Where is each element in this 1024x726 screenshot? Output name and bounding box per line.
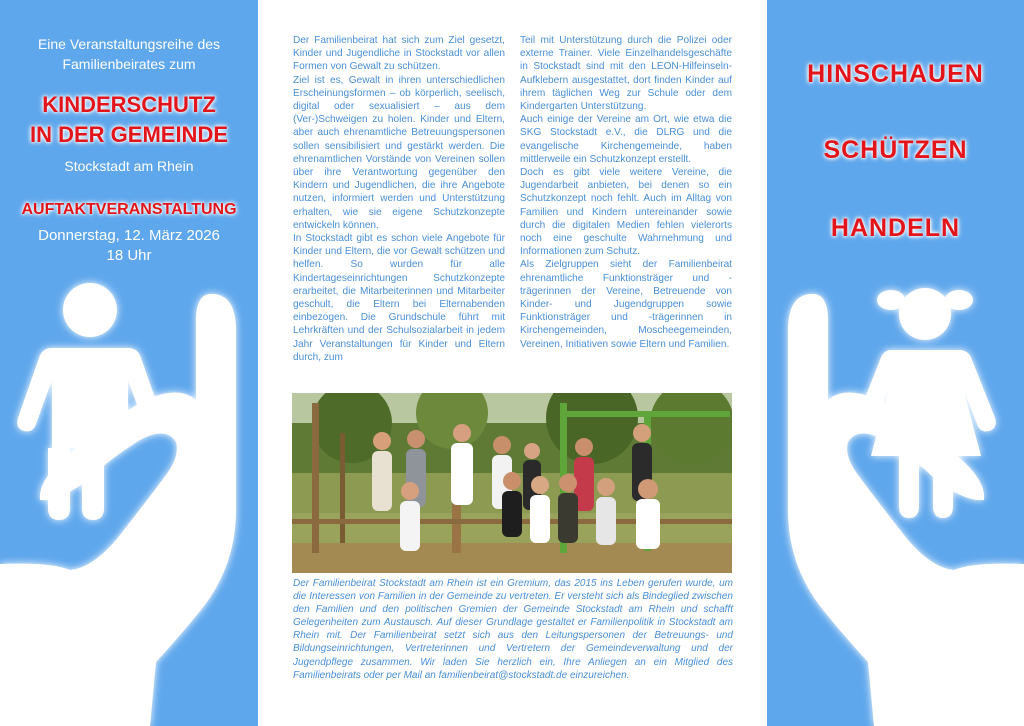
time-text: 18 Uhr (106, 247, 152, 264)
left-panel (0, 0, 258, 726)
title-line-2: IN DER GEMEINDE (29, 122, 229, 147)
group-photo-illustration (292, 393, 732, 573)
city-name: Stockstadt am Rhein (64, 158, 194, 174)
intro-line-1: Eine Veranstaltungsreihe des (37, 36, 221, 52)
slogan-handeln: HANDELN (830, 214, 961, 242)
group-photo (292, 393, 732, 573)
col1-paragraph-1: Der Familienbeirat hat sich zum Ziel gesetzt, Kinder und Jugendliche in Stockstadt vor allen Formen von Gewalt zu schützen. (293, 35, 505, 73)
col2-paragraph-3: Doch es gibt viele weitere Vereine, die Jugendarbeit anbieten, bei denen so ein Schutzkonzept noch fehlt. Auch im Alltag von Familien und Kindern untereinander sowie durch die digitalen Medien fehlen vielerorts noch eine geschulte Wahrnehmung und Informationen zum Schutz. (520, 167, 732, 258)
center-panel (258, 0, 767, 726)
col2-paragraph-2: Auch einige der Vereine am Ort, wie etwa die SKG Stockstadt e.V., die DLRG und die evangelische Kirchengemeinde, haben mittlerweile ein Schutzkonzept erstellt. (520, 114, 732, 165)
col1-paragraph-2: Ziel ist es, Gewalt in ihren unterschiedlichen Erscheinungsformen – ob körperlich, seelisch, digital oder sexualisiert – aus dem (Ver-)Schweigen zu holen. Kinder und Eltern, aber auch ehrenamtliche Betreuungspersonen sollen sensibilisiert und gestärkt werden. Die ehrenamtlichen Vorstände von Vereinen sollen über ihre Verantwortung gegenüber den Kindern und Jugendlichen, die ihre Angebote nutzen, informiert werden und Unterstützung erhalten, wie sie eigene Schutzkonzepte entwickeln können. (293, 74, 505, 231)
event-date (0, 226, 258, 266)
intro-text (0, 34, 258, 74)
photo-caption: Der Familienbeirat Stockstadt am Rhein ist ein Gremium, das 2015 ins Leben gerufen wurde, um die Interessen von Familien in der Gemeinde zu vertreten. Er versteht sich als Bindeglied zwischen den Familien und den politischen Gremien der Gemeinde Stockstadt am Rhein und schafft Gelegenheiten zum Austausch. Auf dieser Grundlage gestaltet er Familienpolitik in Stockstadt am Rhein mit. Der Familienbeirat setzt sich aus den Leitungspersonen der Betreuungs- und Bildungseinrichtungen, Vertreterinnen und Vertretern der Gemeindeverwaltung und der Jugendpflege zusammen. Wir laden Sie herzlich ein, Ihre Anliegen an ein Mitglied des Familienbeirats oder per Mail an familienbeirat@stockstadt.de einzureichen. (293, 578, 733, 681)
hand-holding-boy-icon (0, 270, 258, 726)
col2-paragraph-4: Als Zielgruppen sieht der Familienbeirat ehrenamtliche Funktionsträger und -trägerinnen der Vereine, Betreuende von Kinder- und Jugendgruppen sowie Funktionsträger und -trägerinnen in Kirchengemeinden, Moscheegemeinden, Vereinen, Initiativen sowie Eltern und Familien. (520, 259, 732, 350)
text-column-1 (293, 34, 505, 364)
title-line-1: KINDERSCHUTZ (42, 92, 216, 117)
main-title (0, 90, 258, 150)
event-label: AUFTAKTVERANSTALTUNG (21, 201, 237, 218)
slogan-hinschauen: HINSCHAUEN (807, 60, 984, 88)
slogan-schuetzen: SCHÜTZEN (823, 136, 968, 164)
hand-holding-girl-icon (767, 270, 1024, 726)
date-text: Donnerstag, 12. März 2026 (38, 227, 220, 244)
intro-line-2: Familienbeirates zum (62, 56, 196, 72)
col1-paragraph-3: In Stockstadt gibt es schon viele Angebote für Kinder und Eltern, die vor Gewalt schützen und helfen. So wurden für alle Kindertageseinrichtungen Schutzkonzepte erarbeitet, die Mitarbeiterinnen und Mitarbeiter geschult, die Eltern bei Elternabenden einbezogen. Die Grundschule führt mit Lehrkräften und der Schulsozialarbeit in jedem Jahr Veranstaltungen für Kinder und Eltern durch, zum (293, 233, 505, 363)
text-column-2 (520, 34, 732, 351)
right-panel (767, 0, 1024, 726)
col2-paragraph-1: Teil mit Unterstützung durch die Polizei oder externe Trainer. Viele Einzelhandelsgeschäfte in Stockstadt sind mit den LEON-Hilfeinseln-Aufklebern ausgestattet, dort finden Kinder auf ihrem täglichen Weg zur Schule oder dem Kindergarten Unterstützung. (520, 35, 732, 113)
